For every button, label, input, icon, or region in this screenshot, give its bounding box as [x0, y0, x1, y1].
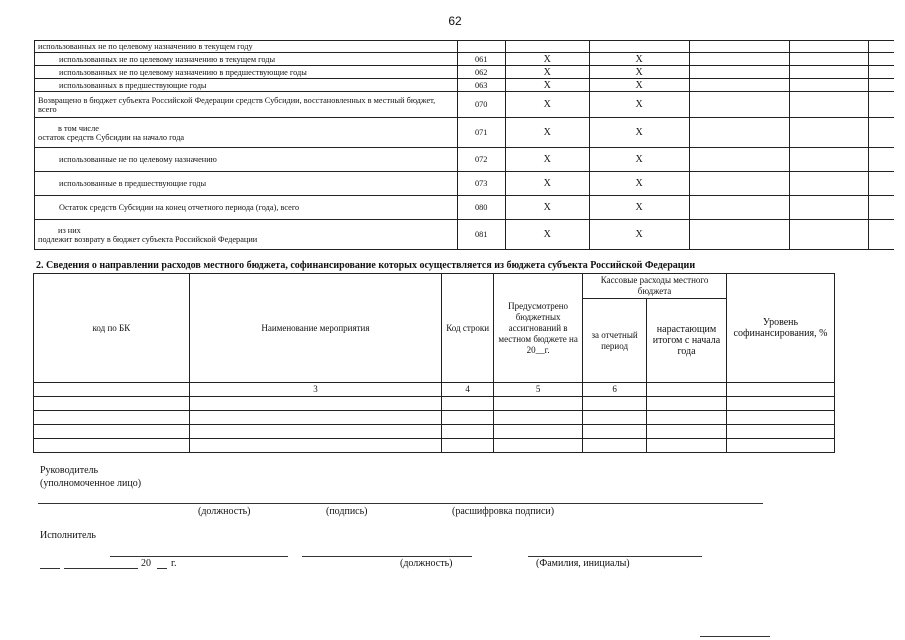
- row-cell: [689, 66, 789, 79]
- signature-line: [38, 503, 763, 504]
- row-cell: [689, 196, 789, 220]
- row-cell: [869, 79, 894, 92]
- header-name: Наименование мероприятия: [189, 274, 442, 383]
- column-number: [34, 383, 190, 397]
- row-cell: [789, 53, 869, 66]
- table-row: [35, 148, 895, 172]
- footer-mark: [700, 636, 770, 637]
- table-row: [35, 172, 895, 196]
- header-kbk: код по БК: [34, 274, 190, 383]
- row-name-text: остаток средств Субсидии на начало года: [38, 132, 185, 142]
- column-number: 6: [583, 383, 647, 397]
- page-number: 62: [448, 14, 462, 28]
- section-2-title: 2. Сведения о направлении расходов местного бюджета, софинансирование которых осуществляется из бюджета субъекта Российской Федерации: [36, 260, 696, 271]
- row-mark-1: X: [505, 196, 589, 220]
- row-name: использованные не по целевому назначению: [35, 148, 458, 172]
- row-cell: [869, 172, 894, 196]
- row-mark-1: X: [505, 53, 589, 66]
- table-row: [35, 66, 895, 79]
- row-name: Возвращено в бюджет субъекта Российской Федерации средств Субсидии, восстановленных в местный бюджет, всего: [35, 92, 458, 118]
- row-mark-1: X: [505, 66, 589, 79]
- row-mark-1: X: [505, 92, 589, 118]
- row-cell: [869, 220, 894, 250]
- row-code: 062: [457, 66, 505, 79]
- header-cumulative: нарастающим итогом с начала года: [647, 299, 727, 383]
- row-code: 070: [457, 92, 505, 118]
- row-code: 081: [457, 220, 505, 250]
- decoding-caption: (расшифровка подписи): [452, 506, 555, 517]
- row-name: использованных не по целевому назначению в текущем годы: [35, 53, 458, 66]
- position-caption: (должность): [198, 506, 251, 517]
- row-mark-2: X: [589, 196, 689, 220]
- table-row: [34, 425, 835, 439]
- row-mark-2: X: [589, 53, 689, 66]
- executor-label: Исполнитель: [40, 530, 96, 541]
- row-cell: [789, 220, 869, 250]
- head-sublabel: (уполномоченное лицо): [40, 478, 142, 489]
- table-row: [35, 118, 895, 148]
- date-year-line: [157, 568, 167, 569]
- header-level: Уровень софинансирования, %: [726, 274, 834, 383]
- row-name-prefix: из них: [58, 225, 81, 235]
- row-mark-2: X: [589, 92, 689, 118]
- row-cell: [789, 66, 869, 79]
- row-name: использованных не по целевому назначению в текущем году: [35, 41, 458, 53]
- row-name: Остаток средств Субсидии на конец отчетного периода (года), всего: [35, 196, 458, 220]
- expenditure-table: [33, 273, 835, 453]
- row-mark-2: [589, 41, 689, 53]
- row-cell: [789, 41, 869, 53]
- column-number: 5: [494, 383, 583, 397]
- row-cell: [869, 66, 894, 79]
- row-code: 073: [457, 172, 505, 196]
- table-row: [34, 397, 835, 411]
- table-row: [35, 41, 895, 53]
- row-name: [35, 220, 458, 250]
- row-name: использованные в предшествующие годы: [35, 172, 458, 196]
- date-year: 20: [141, 558, 151, 569]
- row-cell: [869, 92, 894, 118]
- row-cell: [869, 118, 894, 148]
- row-name-text: подлежит возврату в бюджет субъекта Российской Федерации: [38, 234, 258, 244]
- table-row: [35, 79, 895, 92]
- row-mark-2: X: [589, 148, 689, 172]
- header-planned: Предусмотрено бюджетных ассигнований в местном бюджете на 20__г.: [494, 274, 583, 383]
- row-name: [35, 118, 458, 148]
- header-period: за отчетный период: [583, 299, 647, 383]
- row-cell: [689, 79, 789, 92]
- row-code: 063: [457, 79, 505, 92]
- row-code: 080: [457, 196, 505, 220]
- row-cell: [689, 220, 789, 250]
- row-mark-1: X: [505, 118, 589, 148]
- row-mark-1: X: [505, 79, 589, 92]
- row-cell: [869, 53, 894, 66]
- row-cell: [689, 172, 789, 196]
- row-code: [457, 41, 505, 53]
- table-row: [35, 196, 895, 220]
- executor-line-1: [110, 556, 288, 557]
- row-cell: [689, 118, 789, 148]
- row-cell: [689, 148, 789, 172]
- table-row: [35, 220, 895, 250]
- row-cell: [789, 172, 869, 196]
- subsidy-balance-table: [34, 40, 894, 250]
- row-cell: [789, 92, 869, 118]
- row-name: использованных не по целевому назначению в предшествующие годы: [35, 66, 458, 79]
- row-mark-1: X: [505, 148, 589, 172]
- signature-caption: (подпись): [326, 506, 368, 517]
- row-mark-1: X: [505, 220, 589, 250]
- row-cell: [869, 196, 894, 220]
- column-number: [647, 383, 727, 397]
- year-suffix: г.: [171, 558, 177, 569]
- row-mark-2: X: [589, 118, 689, 148]
- row-mark-1: X: [505, 172, 589, 196]
- row-mark-2: X: [589, 79, 689, 92]
- row-code: 071: [457, 118, 505, 148]
- row-cell: [789, 148, 869, 172]
- row-cell: [869, 41, 894, 53]
- date-day-line: [40, 568, 60, 569]
- row-mark-1: [505, 41, 589, 53]
- column-numbers-row: [34, 383, 835, 397]
- row-mark-2: X: [589, 220, 689, 250]
- executor-line-3: [528, 556, 702, 557]
- column-number: 3: [189, 383, 442, 397]
- head-label: Руководитель: [40, 465, 99, 476]
- row-name-prefix: в том числе: [58, 123, 99, 133]
- row-cell: [789, 79, 869, 92]
- date-month-line: [64, 568, 138, 569]
- position-caption-2: (должность): [400, 558, 453, 569]
- row-mark-2: X: [589, 172, 689, 196]
- row-cell: [689, 41, 789, 53]
- header-cash: Кассовые расходы местного бюджета: [583, 274, 727, 299]
- table-row: [35, 53, 895, 66]
- table-row: [34, 411, 835, 425]
- row-cell: [689, 92, 789, 118]
- executor-line-2: [302, 556, 472, 557]
- column-number: [726, 383, 834, 397]
- header-code: Код строки: [442, 274, 494, 383]
- row-code: 061: [457, 53, 505, 66]
- row-cell: [689, 53, 789, 66]
- fio-caption: (Фамилия, инициалы): [536, 558, 630, 569]
- row-mark-2: X: [589, 66, 689, 79]
- table-row: [34, 439, 835, 453]
- row-cell: [789, 118, 869, 148]
- row-code: 072: [457, 148, 505, 172]
- column-number: 4: [442, 383, 494, 397]
- row-name: использованных в предшествующие годы: [35, 79, 458, 92]
- table-row: [35, 92, 895, 118]
- row-cell: [869, 148, 894, 172]
- row-cell: [789, 196, 869, 220]
